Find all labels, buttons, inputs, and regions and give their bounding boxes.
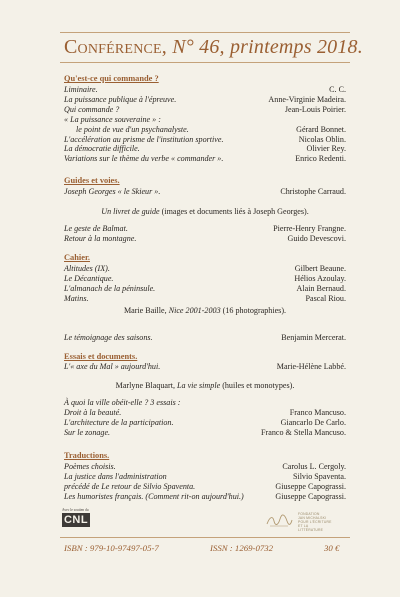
journal-title: Conférence, N° 46, printemps 2018. bbox=[64, 36, 363, 58]
entry-author: Christophe Carraud. bbox=[280, 187, 346, 196]
section-title: Cahier. bbox=[64, 253, 90, 262]
toc-entry bbox=[64, 284, 346, 294]
toc-entry bbox=[64, 224, 346, 234]
toc-entry bbox=[64, 135, 346, 145]
center-entry bbox=[64, 207, 346, 217]
toc-entry bbox=[64, 398, 346, 408]
section-title: Qu'est-ce qui commande ? bbox=[64, 74, 159, 83]
section-title: Essais et documents. bbox=[64, 352, 138, 361]
toc-entry bbox=[64, 115, 346, 125]
entry-title: Poèmes choisis. bbox=[64, 462, 116, 471]
entry-author: Carolus L. Cergoly. bbox=[282, 462, 346, 471]
entry-author: Olivier Rey. bbox=[306, 144, 346, 154]
entry-author: Alain Bernaud. bbox=[296, 284, 346, 293]
toc-entry bbox=[64, 125, 346, 135]
issn: ISSN : 1269-0732 bbox=[210, 543, 274, 553]
toc-entry bbox=[64, 144, 346, 154]
entry-title: Joseph Georges « le Skieur ». bbox=[64, 187, 161, 196]
toc-entry bbox=[64, 95, 346, 105]
fondation-text-line: FONDATION bbox=[298, 512, 320, 516]
toc-entry bbox=[64, 418, 346, 428]
cnl-mark: CNL bbox=[63, 514, 89, 526]
isbn: ISBN : 979-10-97497-05-7 bbox=[64, 543, 159, 553]
fondation-text-line: JAN MICHALSKI bbox=[298, 515, 327, 520]
entry-author: Silvio Spaventa. bbox=[292, 472, 346, 481]
toc-entry bbox=[64, 482, 346, 492]
toc-entry bbox=[64, 105, 346, 115]
entry-author: Anne-Virginie Madeira. bbox=[268, 94, 346, 104]
toc-entry bbox=[64, 187, 346, 197]
entry-title: « La puissance souveraine » : bbox=[64, 114, 161, 124]
entry-author: Enrico Redenti. bbox=[295, 154, 346, 164]
section-title: Traductions. bbox=[64, 451, 110, 460]
entry-title: Sur le zonage. bbox=[64, 428, 111, 437]
entry-title: Le témoignage des saisons. bbox=[64, 333, 153, 342]
entry-title: L'almanach de la péninsule. bbox=[64, 284, 156, 293]
fondation-signature-icon bbox=[264, 512, 294, 530]
entry-author: Giuseppe Capograssi. bbox=[275, 492, 346, 501]
entry-author: Benjamin Mercerat. bbox=[281, 333, 346, 342]
toc-entry bbox=[64, 472, 346, 482]
entry-author: Pierre-Henry Frangne. bbox=[273, 224, 346, 233]
entry-title: précédé de Le retour de Silvio Spaventa. bbox=[64, 482, 196, 491]
fondation-logo bbox=[264, 512, 348, 530]
toc-entry bbox=[64, 408, 346, 418]
entry-title: Liminaire. bbox=[64, 85, 98, 94]
entry-title: Nice 2001-2003 bbox=[168, 306, 221, 315]
toc-entry bbox=[64, 362, 346, 372]
entry-title: Le geste de Balmat. bbox=[64, 224, 128, 233]
entry-title: À quoi la ville obéit-elle ? 3 essais : bbox=[64, 398, 181, 407]
toc-entry bbox=[64, 274, 346, 284]
cnl-logo bbox=[62, 508, 96, 527]
center-entry bbox=[64, 381, 346, 391]
price: 30 € bbox=[324, 543, 340, 553]
toc-entry bbox=[64, 428, 346, 438]
entry-author: Gérard Bonnet. bbox=[296, 124, 346, 134]
toc-entry bbox=[64, 85, 346, 95]
entry-author: Jean-Louis Poirier. bbox=[284, 104, 346, 114]
section-title: Guides et voies. bbox=[64, 176, 120, 185]
entry-author: Franco Mancuso. bbox=[289, 408, 346, 417]
entry-author: Giancarlo De Carlo. bbox=[280, 418, 346, 427]
entry-title: La puissance publique à l'épreuve. bbox=[64, 94, 177, 104]
entry-title: le point de vue d'un psychanalyste. bbox=[76, 124, 189, 134]
entry-author: Giuseppe Capograssi. bbox=[275, 482, 346, 491]
entry-author: Franco & Stella Mancuso. bbox=[261, 428, 346, 437]
bottom-rule bbox=[60, 537, 350, 538]
toc-entry bbox=[64, 154, 346, 164]
entry-title: L'accélération au prisme de l'institution sportive. bbox=[64, 134, 224, 144]
entry-title: La justice dans l'administration bbox=[64, 472, 167, 481]
toc-entry bbox=[64, 234, 346, 244]
entry-author: Gilbert Beaune. bbox=[294, 264, 346, 273]
center-entry bbox=[64, 306, 346, 316]
toc-entry bbox=[64, 462, 346, 472]
fondation-text-line: POUR L'ÉCRITURE bbox=[298, 519, 332, 524]
entry-author: Nicolas Oblin. bbox=[298, 134, 346, 144]
toc-entry bbox=[64, 333, 346, 343]
entry-title: Matins. bbox=[64, 294, 89, 303]
entry-title: L'architecture de la participation. bbox=[64, 418, 174, 427]
header-rule bbox=[60, 62, 350, 63]
entry-title: Variations sur le thème du verbe « commander ». bbox=[64, 154, 224, 164]
entry-note: (16 photographies). bbox=[220, 306, 287, 315]
cnl-caption: Avec le soutien du bbox=[62, 508, 89, 512]
top-rule bbox=[60, 32, 350, 33]
entry-author: Marie-Hélène Labbé. bbox=[276, 362, 346, 371]
entry-author: C. C. bbox=[329, 85, 346, 94]
entry-title: Retour à la montagne. bbox=[64, 234, 137, 243]
fondation-text-line: ET LA bbox=[298, 523, 309, 528]
entry-title: Le Décantique. bbox=[64, 274, 114, 283]
entry-title: Qui commande ? bbox=[64, 104, 120, 114]
entry-author: Hélios Azoulay. bbox=[294, 274, 346, 283]
entry-title: Droit à la beauté. bbox=[64, 408, 122, 417]
entry-title: L'« axe du Mal » aujourd'hui. bbox=[64, 362, 161, 371]
entry-note: (huiles et monotypes). bbox=[220, 381, 295, 390]
fondation-text bbox=[298, 513, 332, 533]
entry-note: (images et documents liés à Joseph Georges). bbox=[159, 207, 309, 216]
entry-title: Les humoristes français. (Comment rit-on aujourd'hui.) bbox=[64, 492, 244, 501]
entry-author: Marie Baille, bbox=[123, 306, 169, 315]
toc-entry bbox=[64, 294, 346, 304]
entry-author: Guido Devescovi. bbox=[287, 234, 346, 243]
entry-author: Marlyne Blaquart, bbox=[115, 381, 177, 390]
entry-author: Pascal Riou. bbox=[305, 294, 346, 303]
entry-title: La démocratie difficile. bbox=[64, 144, 140, 154]
fondation-text-line: LITTÉRATURE bbox=[298, 527, 324, 532]
entry-title: Un livret de guide bbox=[101, 207, 160, 216]
entry-title: La vie simple bbox=[177, 381, 221, 390]
toc-entry bbox=[64, 264, 346, 274]
toc-entry bbox=[64, 492, 346, 502]
entry-title: Altitudes (IX). bbox=[64, 264, 110, 273]
